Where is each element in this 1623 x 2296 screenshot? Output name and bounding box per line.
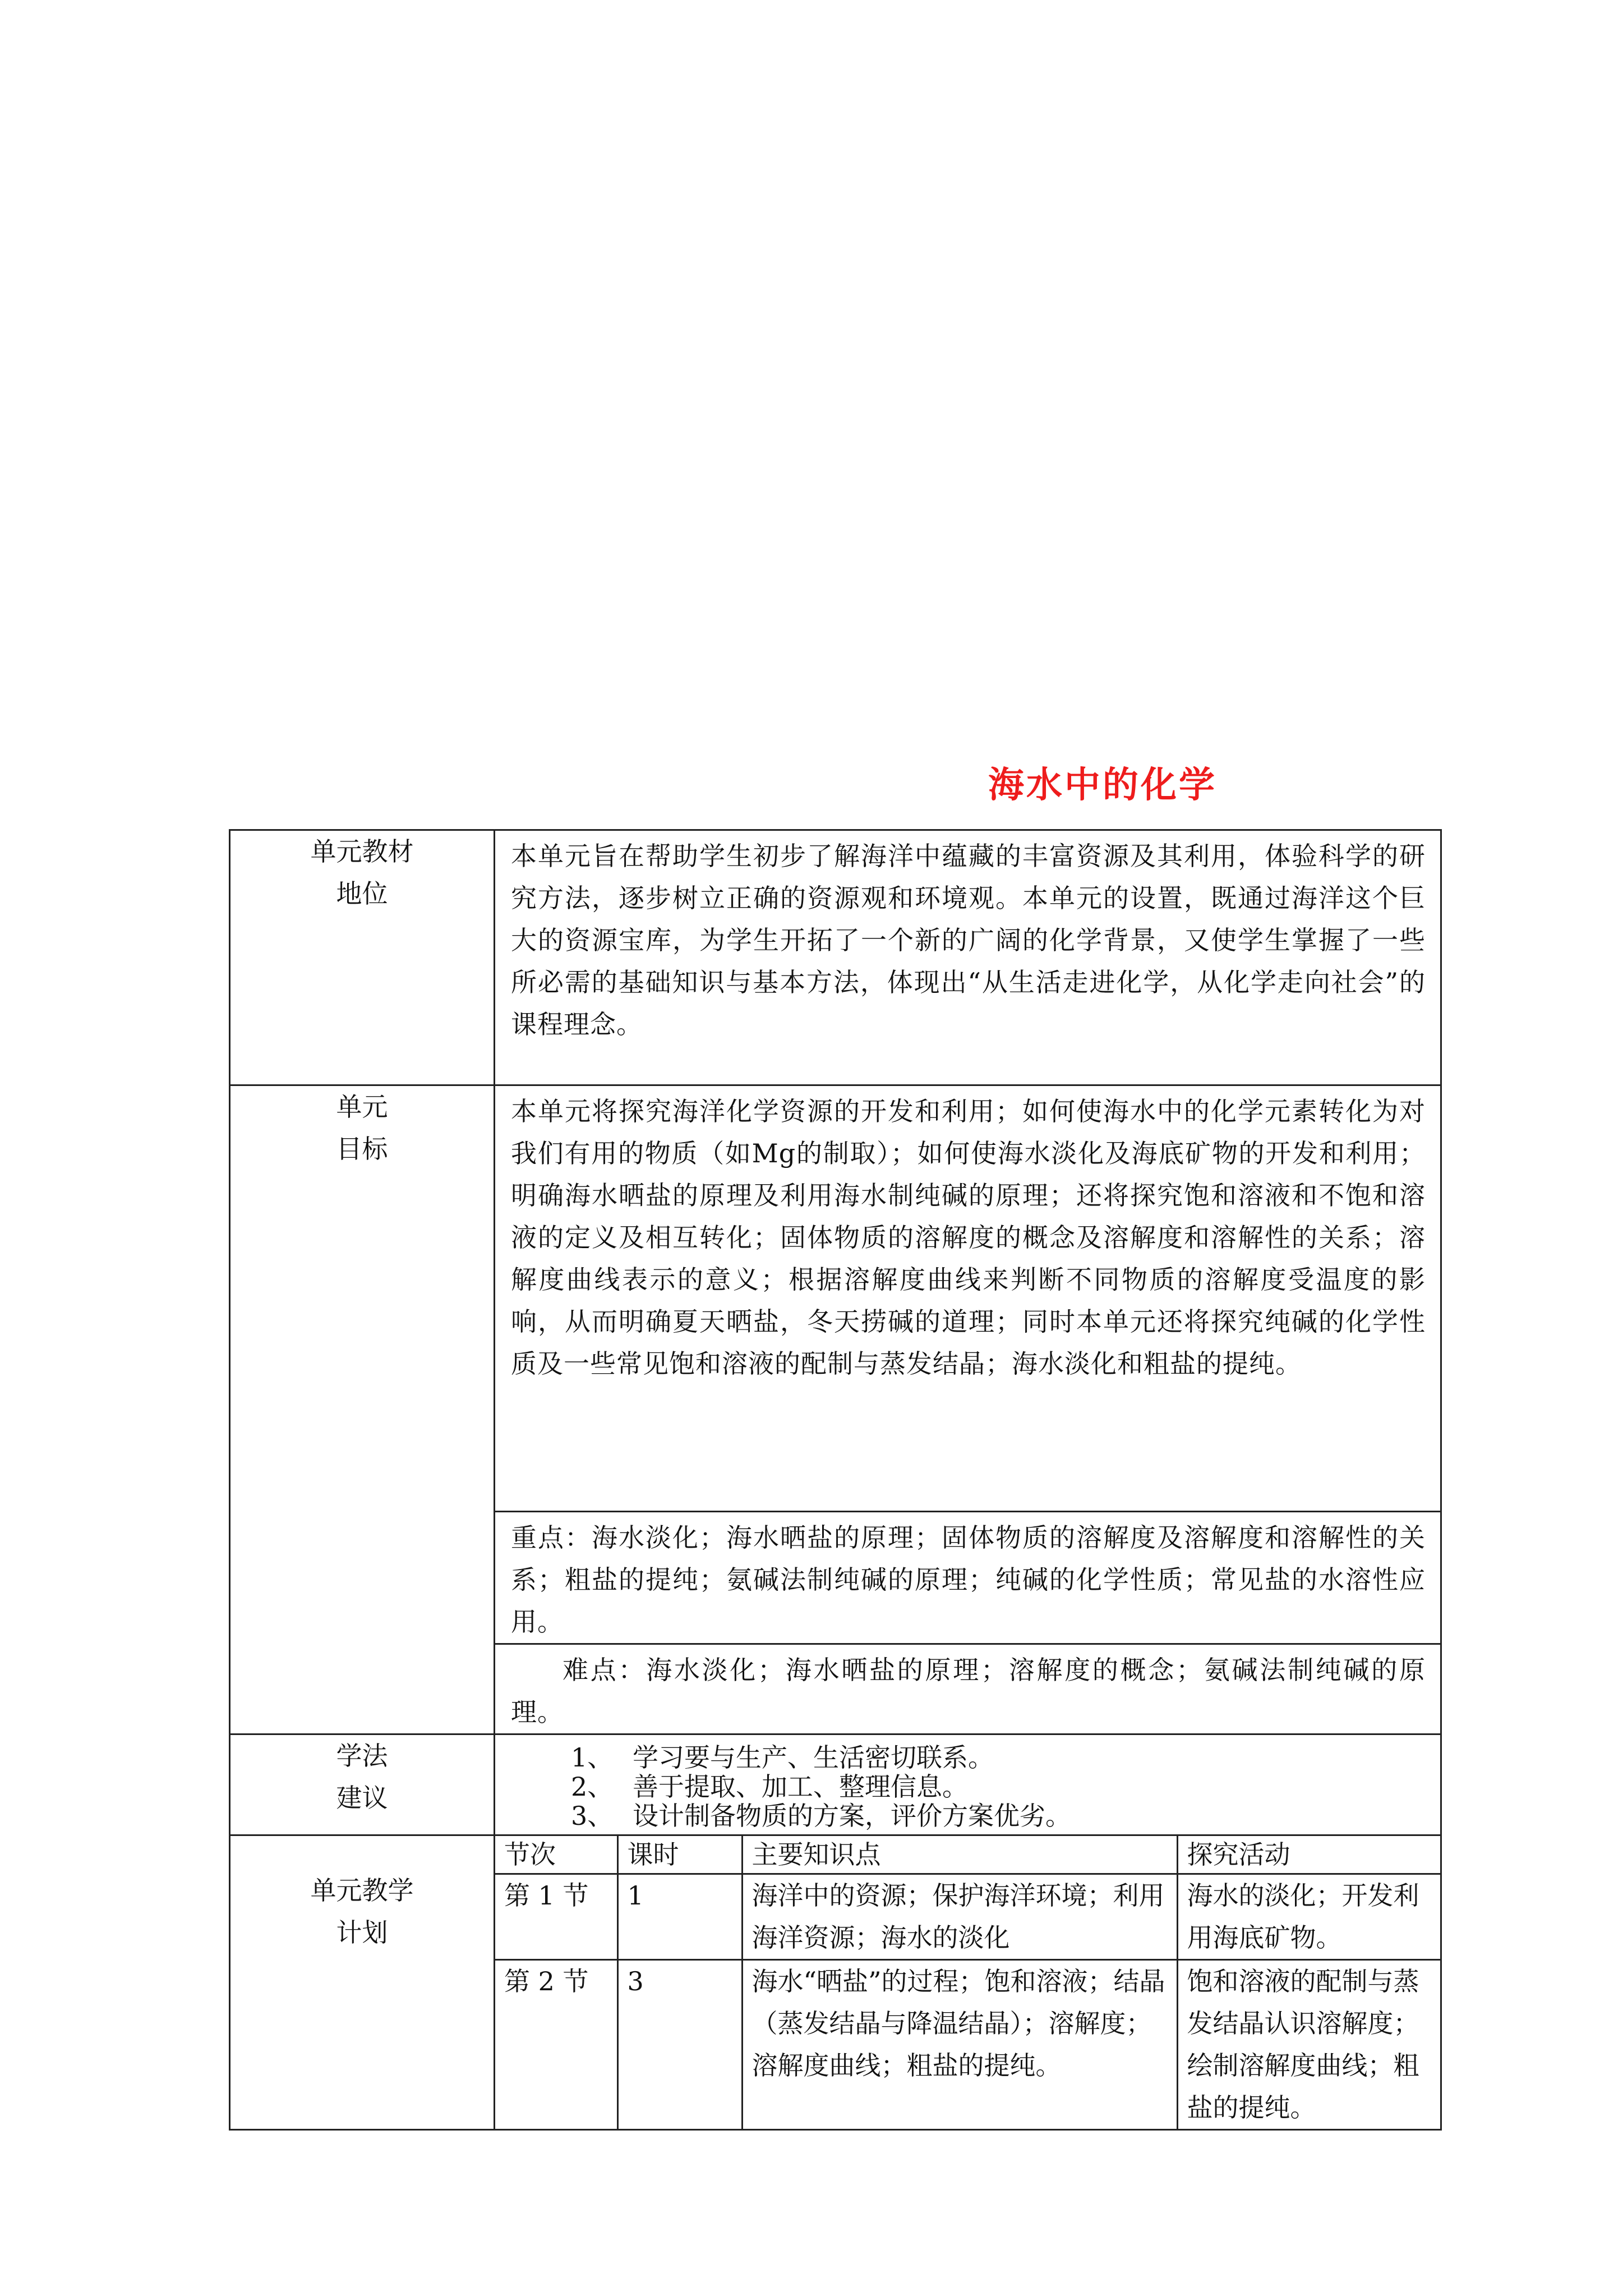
row-study-advice [230, 1734, 1441, 1835]
cell-teaching-plan [495, 1835, 1441, 2130]
list-item: 3、 设计制备物质的方案，评价方案优劣。 [571, 1801, 1071, 1831]
unit-goals-text: 本单元将探究海洋化学资源的开发和利用；如何使海水中的化学元素转化为对我们有用的物质（如Mg的制取）；如何使海水淡化及海底矿物的开发和利用；明确海水晒盐的原理及利用海水制纯碱的原理；还将探究饱和溶液和不饱和溶液的定义及相互转化；固体物质的溶解度的概念及溶解度和溶解性的关系；溶解度曲线表示的意义；根据溶解度曲线来判断不同物质的溶解度受温度的影响，从而明确夏天晒盐，冬天捞碱的道理；同时本单元还将探究纯碱的化学性质及一些常见饱和溶液的配制与蒸发结晶；海水淡化和粗盐的提纯。 [511, 1096, 1426, 1379]
row-unit-goals-main [230, 1085, 1441, 1512]
label-unit-goals: 单元 目标 [230, 1085, 495, 1734]
cell-study-advice [495, 1734, 1441, 1835]
cell-unit-position [495, 830, 1441, 1085]
cell-difficult-points [495, 1644, 1441, 1734]
document-title: 海水中的化学 [988, 765, 1217, 806]
study-advice-list [495, 1735, 1440, 1830]
plan-header-section: 节次 [495, 1836, 617, 1874]
key-points-text: 重点：海水淡化；海水晒盐的原理；固体物质的溶解度及溶解度和溶解性的关系；粗盐的提纯；氨碱法制纯碱的原理；纯碱的化学性质；常见盐的水溶性应用。 [511, 1522, 1426, 1637]
list-item: 2、 善于提取、加工、整理信息。 [571, 1772, 968, 1802]
unit-plan-table [229, 829, 1442, 2131]
plan-header-activity: 探究活动 [1177, 1836, 1442, 1874]
table-row: 第 1 节 1 海洋中的资源；保护海洋环境；利用海洋资源；海水的淡化 海水的淡化；开发利用海底矿物。 [495, 1874, 1442, 1960]
label-unit-position: 单元教材 地位 [230, 830, 495, 1085]
plan-header-hours: 课时 [617, 1836, 742, 1874]
row-unit-position [230, 830, 1441, 1085]
cell-key-points [495, 1512, 1441, 1644]
label-study-advice: 学法 建议 [230, 1734, 495, 1835]
plan-header-knowledge: 主要知识点 [742, 1836, 1177, 1874]
row-teaching-plan [230, 1835, 1441, 2130]
unit-position-text: 本单元旨在帮助学生初步了解海洋中蕴藏的丰富资源及其利用，体验科学的研究方法，逐步树立正确的资源观和环境观。本单元的设置，既通过海洋这个巨大的资源宝库，为学生开拓了一个新的广阔的化学背景，又使学生掌握了一些所必需的基础知识与基本方法，体现出“从生活走进化学，从化学走向社会”的课程理念。 [511, 841, 1426, 1039]
cell-unit-goals [495, 1085, 1441, 1512]
label-teaching-plan: 单元教学 计划 [230, 1835, 495, 2130]
difficult-points-text: 难点：海水淡化；海水晒盐的原理；溶解度的概念；氨碱法制纯碱的原理。 [511, 1655, 1426, 1727]
teaching-plan-table [495, 1836, 1442, 2129]
table-row: 第 2 节 3 海水“晒盐”的过程；饱和溶液；结晶（蒸发结晶与降温结晶）；溶解度；溶解度曲线；粗盐的提纯。 饱和溶液的配制与蒸发结晶认识溶解度；绘制溶解度曲线；粗盐的提纯。 [495, 1960, 1442, 2129]
list-item: 1、 学习要与生产、生活密切联系。 [571, 1742, 994, 1773]
plan-header-row [495, 1836, 1442, 1874]
